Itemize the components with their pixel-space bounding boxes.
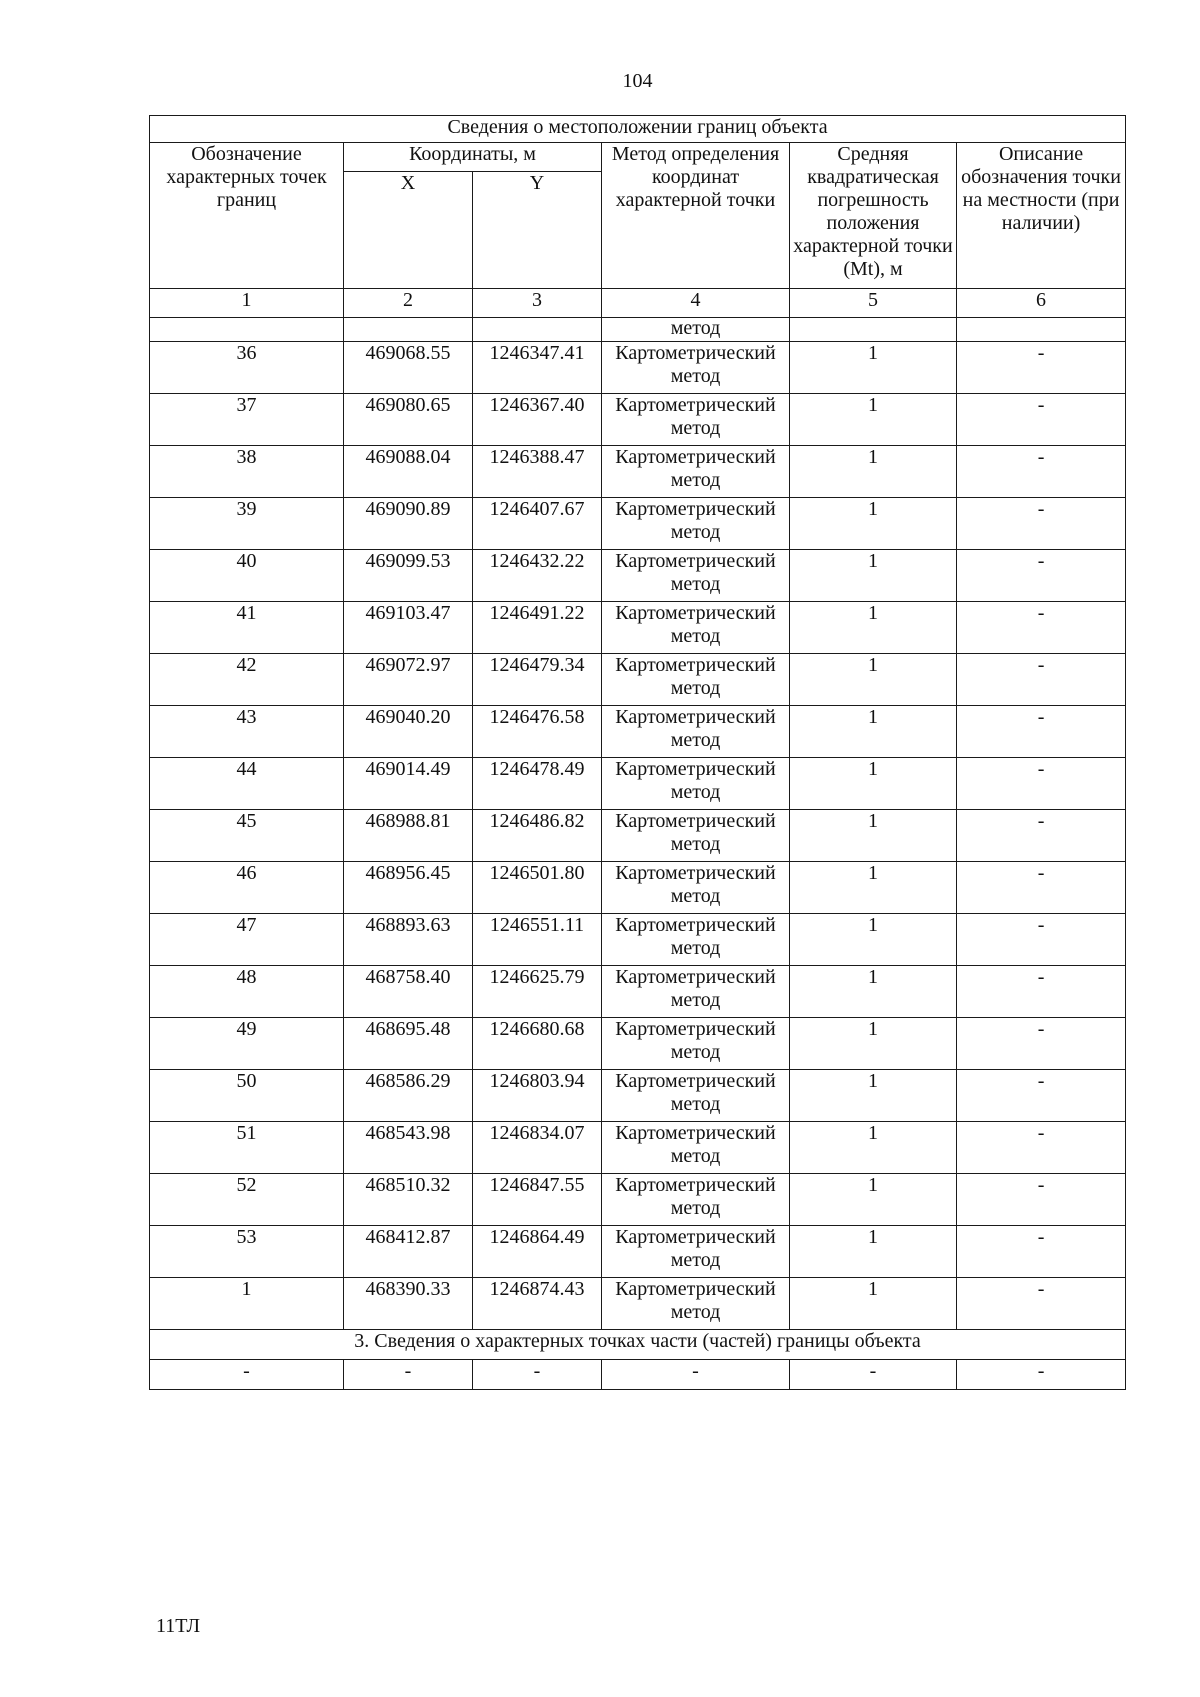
description-cell: - [957, 394, 1126, 446]
description-cell: - [957, 810, 1126, 862]
x-cell: 468988.81 [344, 810, 473, 862]
point-cell: 51 [150, 1122, 344, 1174]
y-cell: 1246476.58 [473, 706, 602, 758]
section3-cell: - [790, 1360, 957, 1390]
y-cell: 1246834.07 [473, 1122, 602, 1174]
description-cell: - [957, 914, 1126, 966]
table-row [150, 1122, 1126, 1174]
point-cell: 40 [150, 550, 344, 602]
header-coordinates: Координаты, м [344, 143, 602, 172]
method-cell: Картометрический метод [602, 1174, 790, 1226]
error-cell: 1 [790, 1174, 957, 1226]
error-cell: 1 [790, 966, 957, 1018]
point-cell: 43 [150, 706, 344, 758]
x-cell: 469072.97 [344, 654, 473, 706]
description-cell: - [957, 550, 1126, 602]
description-cell: - [957, 1122, 1126, 1174]
x-cell: 468510.32 [344, 1174, 473, 1226]
method-cell: Картометрический метод [602, 1226, 790, 1278]
boundary-coordinates-table [149, 115, 1126, 1390]
table-caption-row [150, 116, 1126, 143]
page-number: 104 [622, 70, 653, 92]
method-cell: Картометрический метод [602, 1018, 790, 1070]
y-cell: 1246486.82 [473, 810, 602, 862]
method-cell: Картометрический метод [602, 654, 790, 706]
method-cell: Картометрический метод [602, 1070, 790, 1122]
table-row [150, 706, 1126, 758]
section3-cell: - [473, 1360, 602, 1390]
method-cell: Картометрический метод [602, 550, 790, 602]
x-cell: 469090.89 [344, 498, 473, 550]
header-description: Описание обозначения точки на местности (при наличии) [957, 143, 1126, 289]
continuation-row [150, 318, 1126, 342]
x-cell: 469103.47 [344, 602, 473, 654]
method-cell: Картометрический метод [602, 602, 790, 654]
y-cell: 1246407.67 [473, 498, 602, 550]
point-cell: 44 [150, 758, 344, 810]
description-cell: - [957, 862, 1126, 914]
column-number: 3 [473, 289, 602, 318]
table-row [150, 966, 1126, 1018]
method-cell: Картометрический метод [602, 446, 790, 498]
method-cell: Картометрический метод [602, 966, 790, 1018]
column-number: 2 [344, 289, 473, 318]
table-row [150, 654, 1126, 706]
point-cell: 41 [150, 602, 344, 654]
point-cell: 47 [150, 914, 344, 966]
point-cell: 37 [150, 394, 344, 446]
column-number: 4 [602, 289, 790, 318]
method-cell: Картометрический метод [602, 1122, 790, 1174]
empty-cell [344, 318, 473, 342]
error-cell: 1 [790, 1018, 957, 1070]
table-row [150, 394, 1126, 446]
x-cell: 469014.49 [344, 758, 473, 810]
y-cell: 1246491.22 [473, 602, 602, 654]
description-cell: - [957, 654, 1126, 706]
point-cell: 36 [150, 342, 344, 394]
table-row [150, 914, 1126, 966]
y-cell: 1246625.79 [473, 966, 602, 1018]
x-cell: 468956.45 [344, 862, 473, 914]
y-cell: 1246874.43 [473, 1278, 602, 1330]
table-row [150, 550, 1126, 602]
description-cell: - [957, 1226, 1126, 1278]
error-cell: 1 [790, 862, 957, 914]
x-cell: 468586.29 [344, 1070, 473, 1122]
description-cell: - [957, 1278, 1126, 1330]
footer-code: 11ТЛ [156, 1615, 201, 1637]
x-cell: 468758.40 [344, 966, 473, 1018]
x-cell: 468893.63 [344, 914, 473, 966]
description-cell: - [957, 446, 1126, 498]
point-cell: 53 [150, 1226, 344, 1278]
x-cell: 469099.53 [344, 550, 473, 602]
continuation-method: метод [602, 318, 790, 342]
error-cell: 1 [790, 602, 957, 654]
column-number-row [150, 289, 1126, 318]
method-cell: Картометрический метод [602, 810, 790, 862]
empty-cell [473, 318, 602, 342]
table-row [150, 1174, 1126, 1226]
header-x: X [344, 172, 473, 289]
error-cell: 1 [790, 1278, 957, 1330]
empty-cell [150, 318, 344, 342]
y-cell: 1246479.34 [473, 654, 602, 706]
error-cell: 1 [790, 706, 957, 758]
description-cell: - [957, 1018, 1126, 1070]
x-cell: 469080.65 [344, 394, 473, 446]
point-cell: 50 [150, 1070, 344, 1122]
y-cell: 1246432.22 [473, 550, 602, 602]
error-cell: 1 [790, 550, 957, 602]
table-row [150, 1278, 1126, 1330]
section3-cell: - [150, 1360, 344, 1390]
table-caption: Сведения о местоположении границ объекта [150, 116, 1126, 143]
y-cell: 1246680.68 [473, 1018, 602, 1070]
x-cell: 469040.20 [344, 706, 473, 758]
y-cell: 1246388.47 [473, 446, 602, 498]
section3-title: 3. Сведения о характерных точках части (частей) границы объекта [150, 1330, 1126, 1360]
description-cell: - [957, 498, 1126, 550]
header-point-designation: Обозначение характерных точек границ [150, 143, 344, 289]
error-cell: 1 [790, 810, 957, 862]
table-row [150, 862, 1126, 914]
section3-cell: - [602, 1360, 790, 1390]
error-cell: 1 [790, 654, 957, 706]
y-cell: 1246803.94 [473, 1070, 602, 1122]
error-cell: 1 [790, 1070, 957, 1122]
error-cell: 1 [790, 1226, 957, 1278]
method-cell: Картометрический метод [602, 498, 790, 550]
method-cell: Картометрический метод [602, 1278, 790, 1330]
y-cell: 1246347.41 [473, 342, 602, 394]
section3-cell: - [957, 1360, 1126, 1390]
x-cell: 468412.87 [344, 1226, 473, 1278]
method-cell: Картометрический метод [602, 342, 790, 394]
method-cell: Картометрический метод [602, 394, 790, 446]
method-cell: Картометрический метод [602, 914, 790, 966]
method-cell: Картометрический метод [602, 706, 790, 758]
error-cell: 1 [790, 446, 957, 498]
x-cell: 468390.33 [344, 1278, 473, 1330]
description-cell: - [957, 342, 1126, 394]
y-cell: 1246367.40 [473, 394, 602, 446]
column-number: 1 [150, 289, 344, 318]
y-cell: 1246478.49 [473, 758, 602, 810]
error-cell: 1 [790, 498, 957, 550]
header-y: Y [473, 172, 602, 289]
header-method: Метод определения координат характерной точки [602, 143, 790, 289]
error-cell: 1 [790, 342, 957, 394]
description-cell: - [957, 758, 1126, 810]
y-cell: 1246847.55 [473, 1174, 602, 1226]
x-cell: 468543.98 [344, 1122, 473, 1174]
description-cell: - [957, 706, 1126, 758]
table-row [150, 498, 1126, 550]
point-cell: 39 [150, 498, 344, 550]
header-error: Средняя квадратическая погрешность положения характерной точки (Mt), м [790, 143, 957, 289]
point-cell: 52 [150, 1174, 344, 1226]
point-cell: 38 [150, 446, 344, 498]
point-cell: 46 [150, 862, 344, 914]
method-cell: Картометрический метод [602, 862, 790, 914]
section3-cell: - [344, 1360, 473, 1390]
y-cell: 1246501.80 [473, 862, 602, 914]
x-cell: 469068.55 [344, 342, 473, 394]
column-number: 5 [790, 289, 957, 318]
table-row [150, 446, 1126, 498]
table-row [150, 1018, 1126, 1070]
section3-empty-row [150, 1360, 1126, 1390]
x-cell: 468695.48 [344, 1018, 473, 1070]
table-row [150, 1070, 1126, 1122]
section3-title-row [150, 1330, 1126, 1360]
table-row [150, 602, 1126, 654]
empty-cell [790, 318, 957, 342]
y-cell: 1246551.11 [473, 914, 602, 966]
description-cell: - [957, 966, 1126, 1018]
point-cell: 42 [150, 654, 344, 706]
point-cell: 45 [150, 810, 344, 862]
header-row-1 [150, 143, 1126, 172]
table-row [150, 1226, 1126, 1278]
x-cell: 469088.04 [344, 446, 473, 498]
error-cell: 1 [790, 758, 957, 810]
method-cell: Картометрический метод [602, 758, 790, 810]
point-cell: 49 [150, 1018, 344, 1070]
table-row [150, 810, 1126, 862]
table-row [150, 758, 1126, 810]
table-row [150, 342, 1126, 394]
error-cell: 1 [790, 914, 957, 966]
point-cell: 48 [150, 966, 344, 1018]
y-cell: 1246864.49 [473, 1226, 602, 1278]
point-cell: 1 [150, 1278, 344, 1330]
description-cell: - [957, 1070, 1126, 1122]
column-number: 6 [957, 289, 1126, 318]
error-cell: 1 [790, 394, 957, 446]
description-cell: - [957, 602, 1126, 654]
description-cell: - [957, 1174, 1126, 1226]
error-cell: 1 [790, 1122, 957, 1174]
empty-cell [957, 318, 1126, 342]
